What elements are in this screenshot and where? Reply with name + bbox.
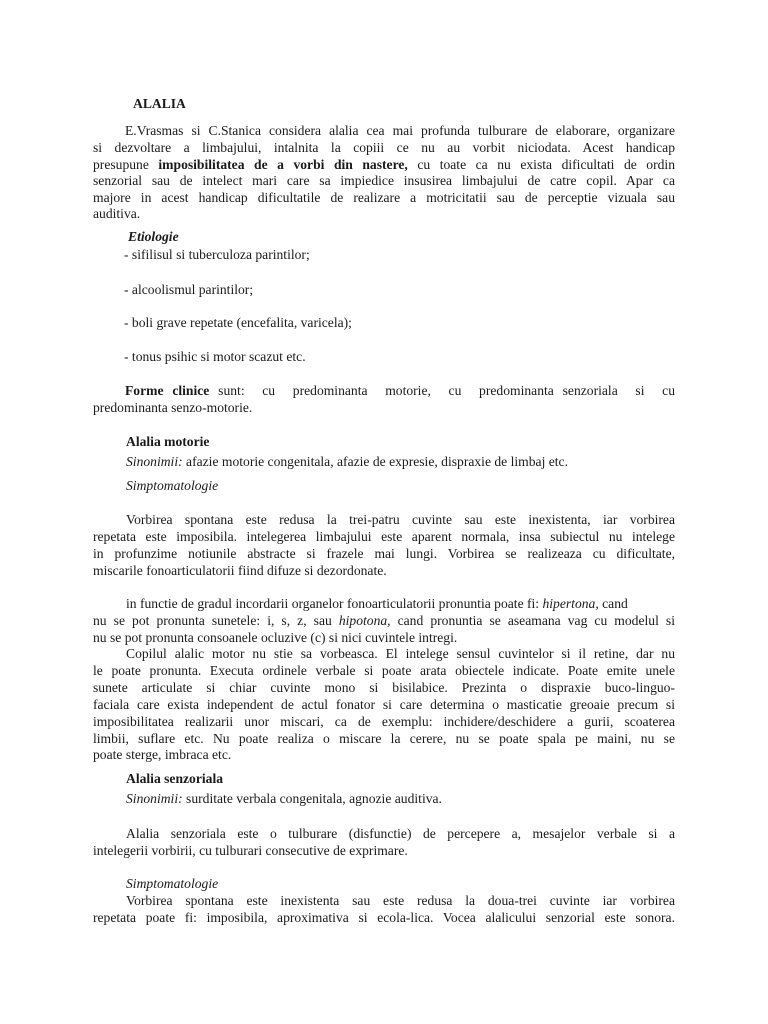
text-line: nu se pot pronunta sunetele: i, s, z, sau hipotona, cand pronuntia se aseamana vag cu modelul si bbox=[93, 613, 675, 628]
text-line: nu se pot pronunta consoanele ocluzive (c) si nici cuvintele intregi. bbox=[93, 630, 458, 645]
text-line: in functie de gradul incordarii organelor fonoarticulatorii pronuntia poate fi: hipertona, cand bbox=[126, 596, 628, 611]
text-line: Vorbirea spontana este redusa la trei-patru cuvinte sau este inexistenta, iar vorbirea bbox=[126, 512, 675, 527]
text-line: E.Vrasmas si C.Stanica considera alalia cea mai profunda tulburare de elaborare, organizare bbox=[125, 123, 675, 138]
text-line: repetata este imposibila. intelegerea limbajului este aparent normala, insa subiectul nu intelege bbox=[93, 529, 675, 544]
motorie-sinonimii: Sinonimii: afazie motorie congenitala, afazie de expresie, dispraxie de limbaj etc. bbox=[126, 454, 568, 469]
text-line: miscarile fonoarticulatorii fiind difuze si dezordonate. bbox=[93, 563, 387, 578]
text-line: predominanta senzo-motorie. bbox=[93, 400, 253, 415]
text-line: in profunzime notiunile abstracte si frazele mai lungi. Vorbirea se realizeaza cu dificultate, bbox=[93, 546, 675, 561]
text-line: limbii, suflare etc. Nu poate realiza o miscare la cerere, nu se poate spala pe maini, nu se bbox=[93, 731, 675, 746]
text-line: majore in acest handicap dificultatile de realizare a motricitatii sau de perceptie vizuala sau bbox=[93, 190, 675, 205]
list-item: - alcoolismul parintilor; bbox=[124, 282, 254, 297]
section-heading-alalia-motorie: Alalia motorie bbox=[126, 434, 210, 449]
text-line: Vorbirea spontana este inexistenta sau este redusa la doua-trei cuvinte iar vorbirea bbox=[126, 893, 675, 908]
subheading-simptomatologie: Simptomatologie bbox=[126, 876, 219, 891]
text-line: le poate pronunta. Executa ordinele verbale si poate arata obiectele indicate. Poate emite unele bbox=[93, 663, 675, 678]
text-line: Copilul alalic motor nu stie sa vorbeasca. El intelege sensul cuvintelor si il retine, dar nu bbox=[126, 646, 675, 661]
subheading-simptomatologie: Simptomatologie bbox=[126, 478, 219, 493]
text-line: Forme clinice sunt: cu predominanta motorie, cu predominanta senzoriala si cu bbox=[125, 383, 675, 398]
text-line: si dezvoltare a limbajului, intalnita la copiii ce nu au vorbit niciodata. Acest handicap bbox=[93, 140, 675, 155]
text-line: repetata poate fi: imposibila, aproximativa si ecola-lica. Vocea alalicului senzorial este sonora. bbox=[93, 910, 675, 925]
text-line: presupune imposibilitatea de a vorbi din nastere, cu toate ca nu exista dificultati de ordin bbox=[93, 157, 675, 172]
senzoriala-sinonimii: Sinonimii: surditate verbala congenitala, agnozie auditiva. bbox=[126, 791, 442, 806]
text-line: senzorial sau de intelect mari care sa impiedice insusirea limbajului de catre copil. Apar ca bbox=[93, 173, 675, 188]
list-item: - tonus psihic si motor scazut etc. bbox=[124, 349, 306, 364]
text-line: Alalia senzoriala este o tulburare (disfunctie) de percepere a, mesajelor verbale si a bbox=[126, 826, 675, 841]
text-line: intelegerii vorbirii, cu tulburari consecutive de exprimare. bbox=[93, 843, 408, 858]
text-line: imposibilitatea realizarii unor miscari, ca de exemplu: inchidere/deschidere a gurii, scoaterea bbox=[93, 714, 675, 729]
text-line: sunete articulate si chiar cuvinte mono si bisilabice. Prezinta o dispraxie buco-linguo- bbox=[93, 680, 675, 695]
list-item: - sifilisul si tuberculoza parintilor; bbox=[124, 247, 310, 262]
section-heading-etiologie: Etiologie bbox=[128, 229, 179, 244]
text-line: auditiva. bbox=[93, 206, 141, 221]
text-line: faciala care exista independent de actul fonator si care determina o masticatie greoaie precum si bbox=[93, 697, 675, 712]
page-title: ALALIA bbox=[133, 96, 186, 111]
list-item: - boli grave repetate (encefalita, varicela); bbox=[124, 315, 352, 330]
text-line: poate sterge, imbraca etc. bbox=[93, 747, 232, 762]
section-heading-alalia-senzoriala: Alalia senzoriala bbox=[126, 771, 224, 786]
